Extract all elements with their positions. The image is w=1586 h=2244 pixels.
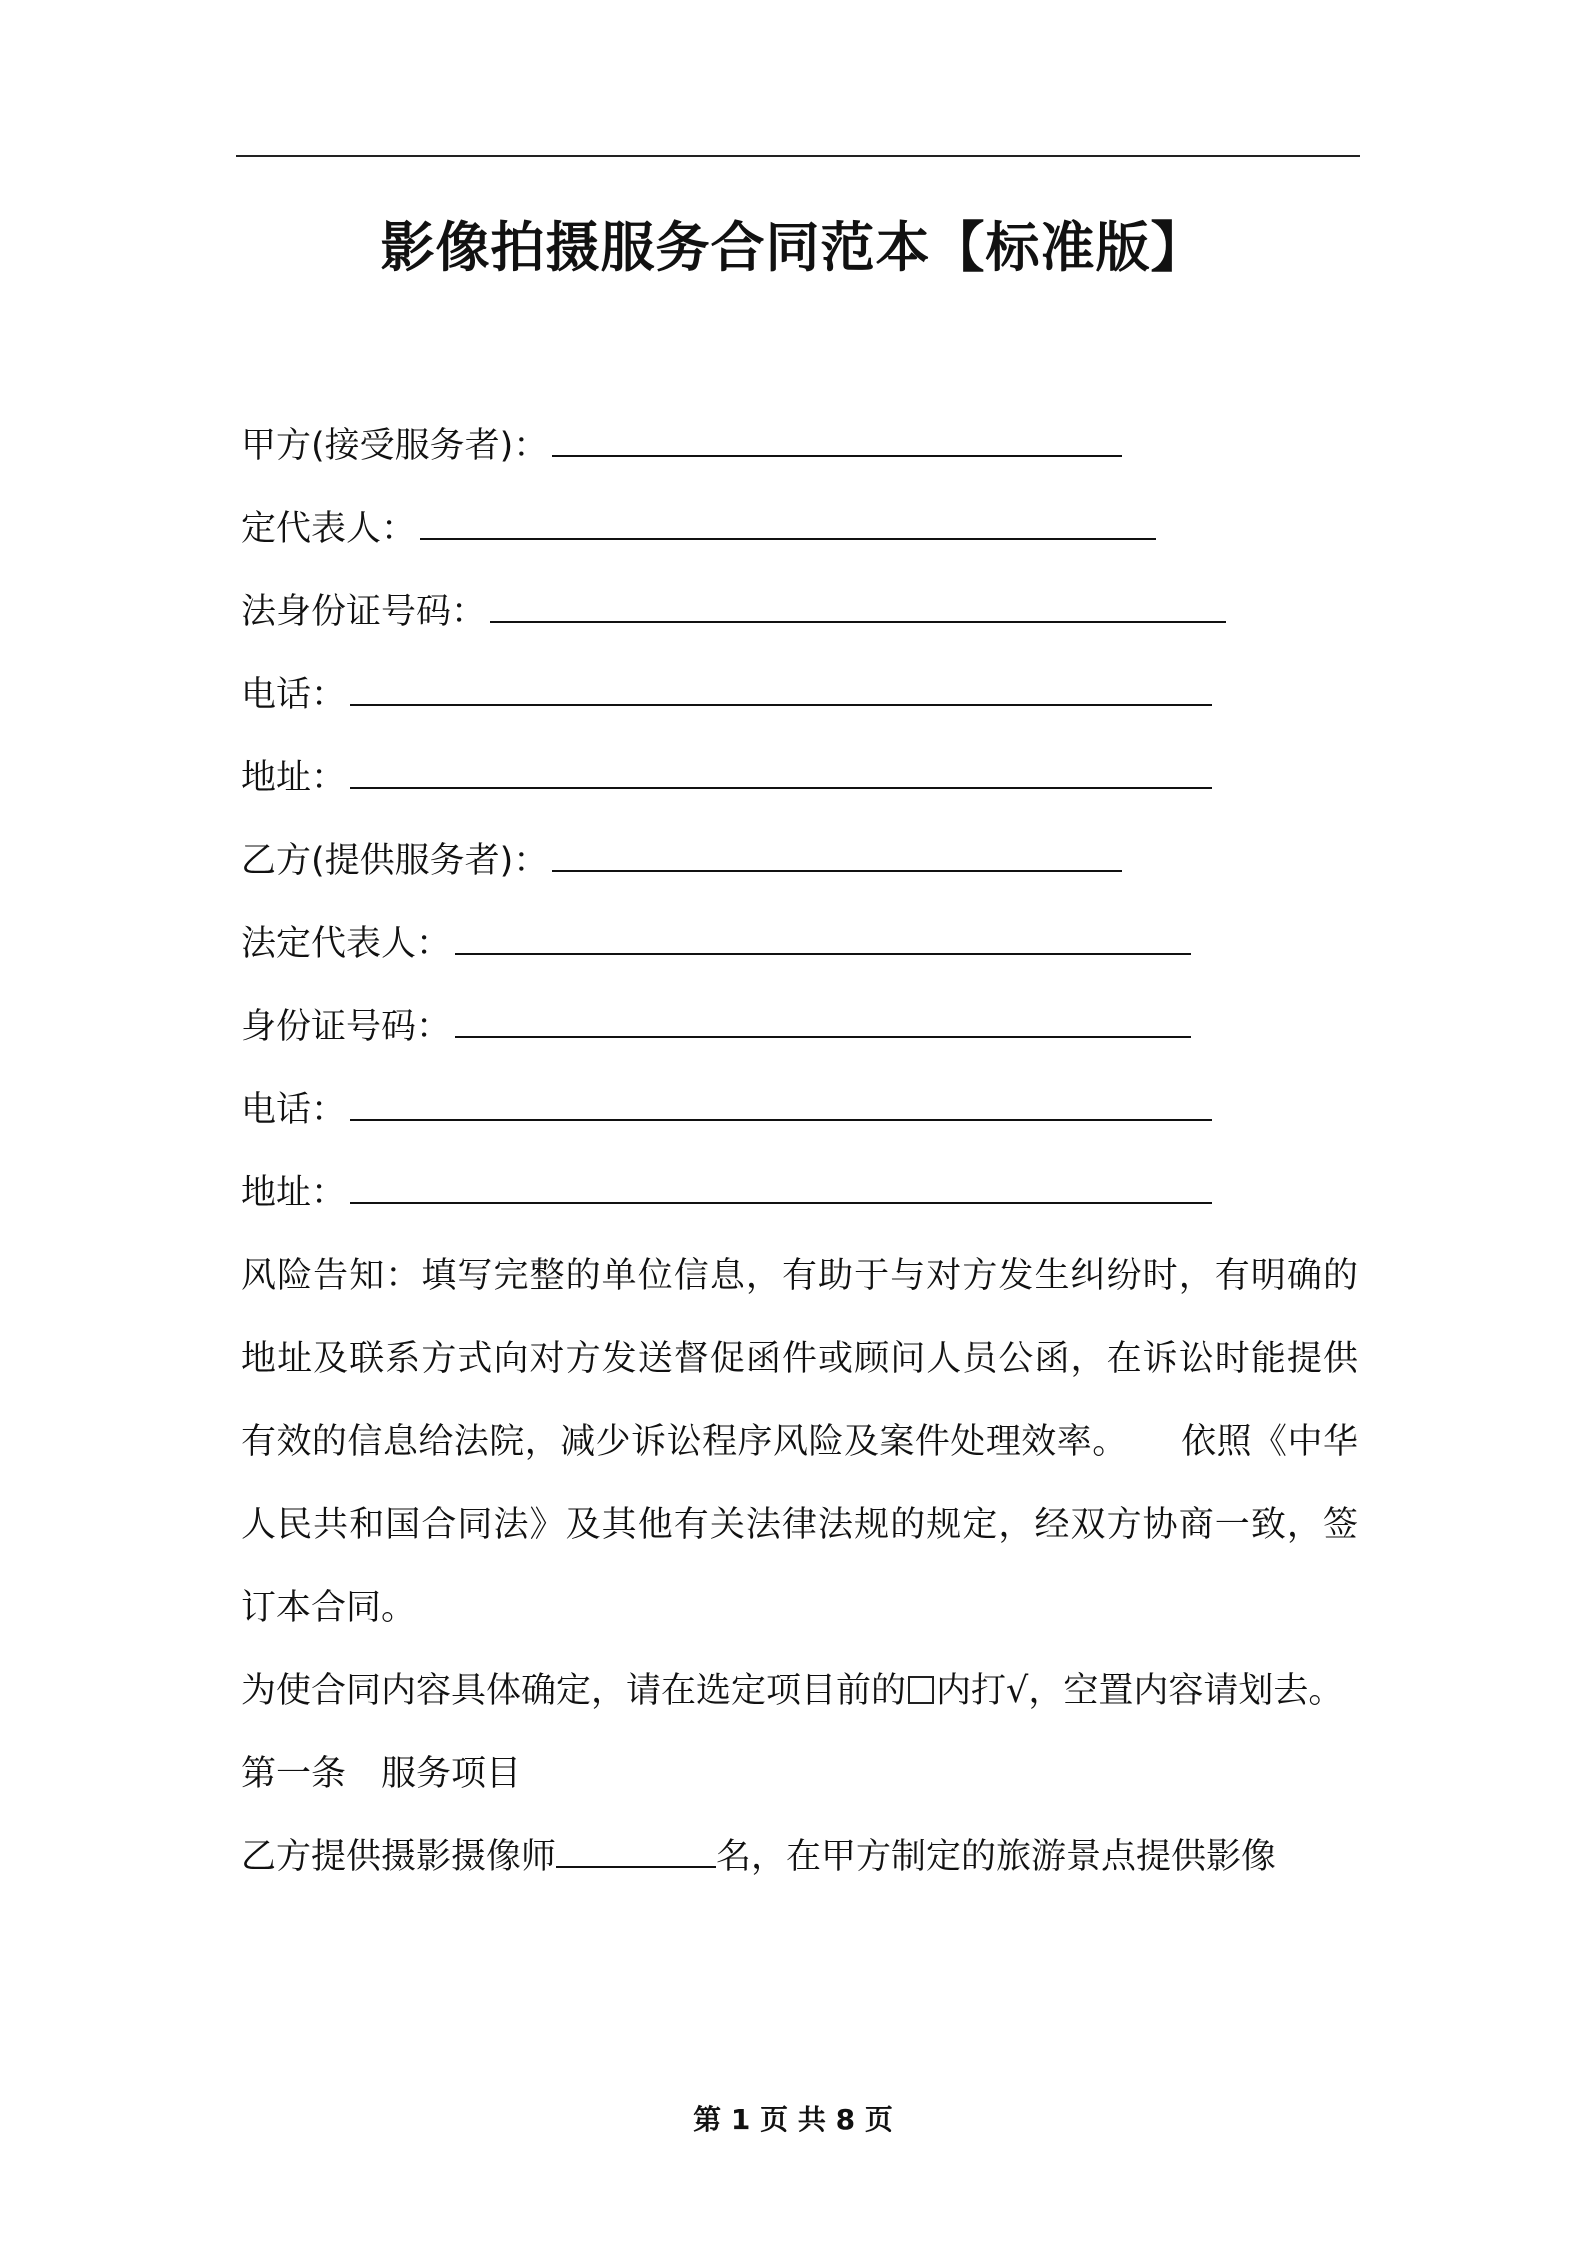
article-1-paragraph [241, 1816, 1358, 1899]
party-b-rep-label: 法定代表人： [241, 924, 452, 964]
party-b-rep-field [241, 903, 1358, 986]
photographer-count-blank[interactable] [556, 1836, 716, 1868]
party-b-id-blank[interactable] [455, 1002, 1191, 1038]
party-b-id-field [241, 986, 1358, 1069]
party-a-id-field [241, 571, 1358, 654]
instruction-text-before: 为使合同内容具体确定，请在选定项目前的 [241, 1671, 907, 1711]
party-a-address-label: 地址： [241, 758, 347, 798]
party-a-name-blank[interactable] [552, 421, 1122, 457]
party-b-address-label: 地址： [241, 1173, 347, 1213]
party-a-rep-label: 定代表人： [241, 509, 417, 549]
party-b-phone-field [241, 1069, 1358, 1152]
checkbox-icon [908, 1676, 934, 1704]
party-b-name-field [241, 820, 1358, 903]
party-a-address-blank[interactable] [350, 753, 1212, 789]
party-b-name-label: 乙方(提供服务者)： [241, 841, 549, 881]
party-b-address-blank[interactable] [350, 1168, 1212, 1204]
article-1-text-before: 乙方提供摄影摄像师 [241, 1837, 557, 1877]
party-a-rep-field [241, 488, 1358, 571]
party-a-rep-blank[interactable] [420, 504, 1156, 540]
document-body [241, 405, 1358, 1899]
party-a-id-blank[interactable] [490, 587, 1226, 623]
instruction-text-after: 内打√，空置内容请划去。 [936, 1671, 1344, 1711]
party-b-name-blank[interactable] [552, 836, 1122, 872]
party-a-address-field [241, 737, 1358, 820]
party-a-name-label: 甲方(接受服务者)： [241, 426, 549, 466]
document-title: 影像拍摄服务合同范本【标准版】 [380, 216, 1206, 279]
page-footer: 第 1 页 共 8 页 [693, 2103, 893, 2136]
party-b-id-label: 身份证号码： [241, 1007, 452, 1047]
party-a-id-label: 法身份证号码： [241, 592, 487, 632]
instruction-paragraph [241, 1650, 1358, 1733]
party-a-phone-field [241, 654, 1358, 737]
party-a-phone-label: 电话： [241, 675, 347, 715]
party-b-rep-blank[interactable] [455, 919, 1191, 955]
article-1-text-after: 名，在甲方制定的旅游景点提供影像 [716, 1837, 1277, 1877]
risk-notice-paragraph: 风险告知：填写完整的单位信息，有助于与对方发生纠纷时，有明确的地址及联系方式向对方发送督促函件或顾问人员公函，在诉讼时能提供有效的信息给法院，减少诉讼程序风险及案件处理效率。 依照《中华人民共和国合同法》及其他有关法律法规的规定，经双方协商一致，签订本合同。 [241, 1256, 1358, 1628]
party-b-phone-blank[interactable] [350, 1085, 1212, 1121]
article-1-heading: 第一条 服务项目 [241, 1754, 522, 1794]
header-rule [236, 155, 1360, 157]
party-b-phone-label: 电话： [241, 1090, 347, 1130]
party-a-name-field [241, 405, 1358, 488]
party-a-phone-blank[interactable] [350, 670, 1212, 706]
party-b-address-field [241, 1152, 1358, 1235]
